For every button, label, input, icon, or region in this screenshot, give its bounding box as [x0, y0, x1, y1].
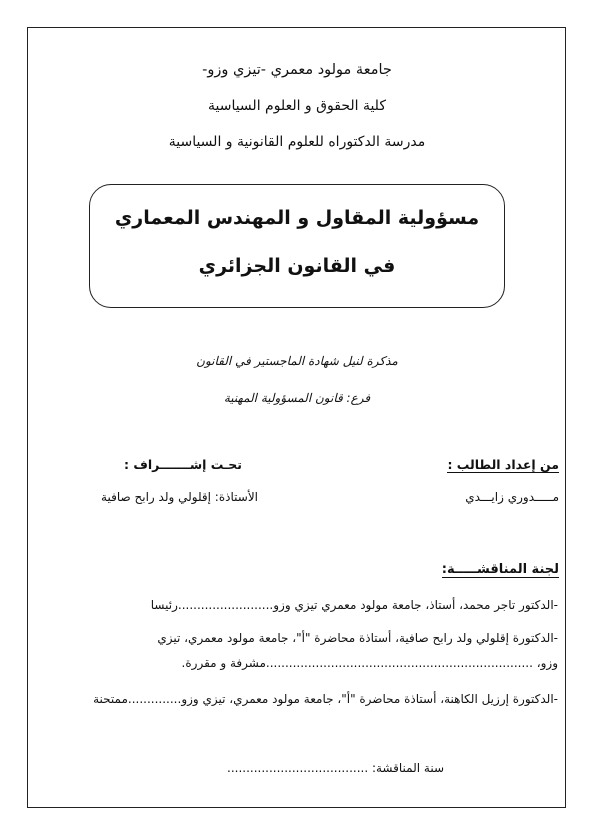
defense-year: سنة المناقشة: .....................................: [227, 761, 444, 775]
doctoral-school-name: مدرسة الدكتوراه للعلوم القانونية و السياسية: [168, 134, 426, 150]
prepared-by-label: من إعداد الطالب :: [447, 457, 559, 472]
committee-member-2: -الدكتورة إقلولي ولد رابح صافية، أستاذة محاضرة "أ"، جامعة مولود معمري، تيزي: [157, 631, 558, 645]
student-name: مـــــدوري زايـــدي: [465, 490, 559, 504]
memo-purpose: مذكرة لنيل شهادة الماجستير في القانون: [196, 354, 398, 368]
university-name: جامعة مولود معمري -تيزي وزو-: [202, 62, 392, 78]
committee-label: لجنة المناقشـــــة:: [441, 562, 559, 577]
supervisor-name: الأستاذة: إقلولي ولد رابح صافية: [101, 490, 258, 504]
memo-branch: فرع: قانون المسؤولية المهنية: [223, 391, 371, 405]
faculty-name: كلية الحقوق و العلوم السياسية: [207, 98, 386, 114]
committee-member-2-continued: وزو، ......................................................................مشرفة و مقررة.: [181, 656, 558, 670]
thesis-title-box: [89, 184, 505, 308]
supervised-by-label: تحـت إشـــــــراف :: [124, 457, 242, 472]
thesis-title-line-1: مسؤولية المقاول و المهندس المعماري: [114, 207, 480, 229]
committee-member-3: -الدكتورة إرزيل الكاهنة، أستاذة محاضرة "أ"، جامعة مولود معمري، تيزي وزو..............ممتحنة: [93, 692, 558, 706]
committee-member-1: -الدكتور تاجر محمد، أستاذ، جامعة مولود معمري تيزي وزو.........................رئيسا: [150, 598, 558, 612]
thesis-title-line-2: في القانون الجزائري: [198, 255, 396, 277]
